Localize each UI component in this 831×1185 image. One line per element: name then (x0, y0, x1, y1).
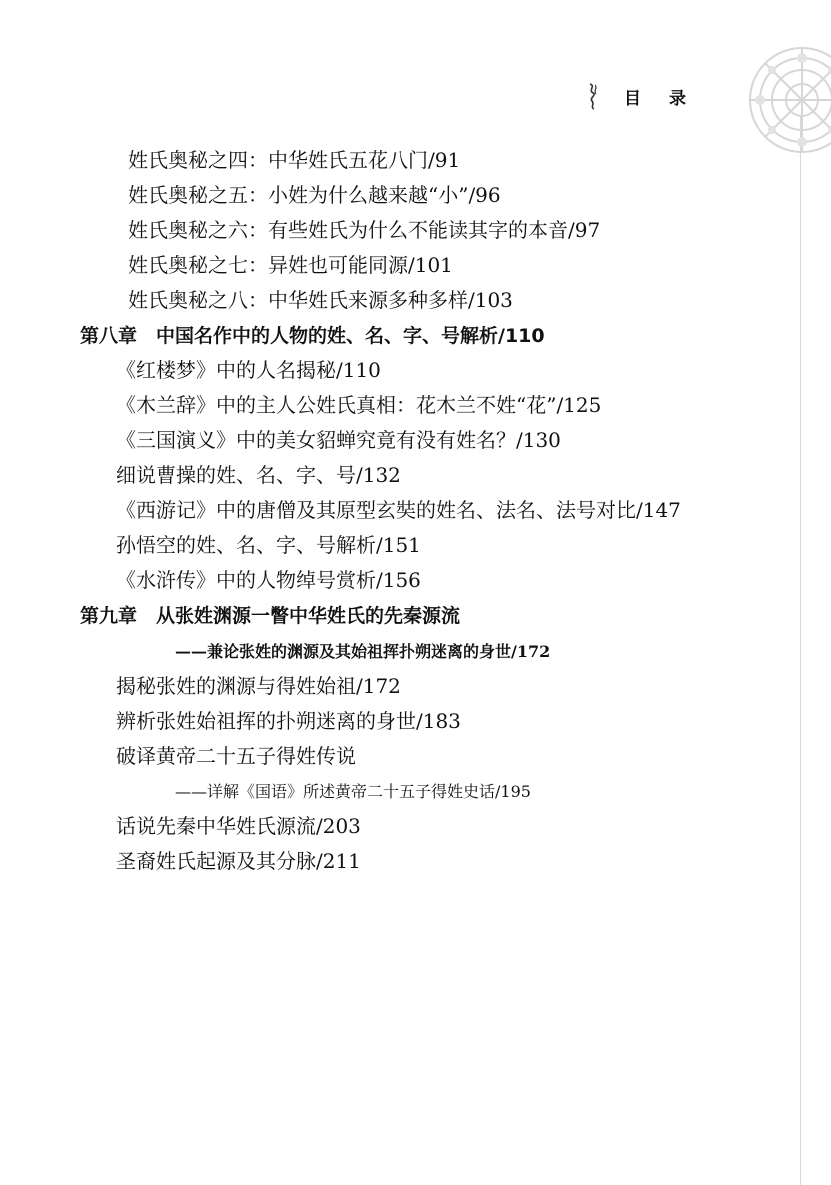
toc-entry: 破译黄帝二十五子得姓传说 (116, 744, 356, 768)
toc-entry: 细说曹操的姓、名、字、号/132 (116, 463, 401, 487)
toc-entry: 孙悟空的姓、名、字、号解析/151 (116, 533, 421, 557)
toc-entry: 姓氏奥秘之四：中华姓氏五花八门/91 (128, 148, 461, 172)
toc-chapter-heading: 第八章 中国名作中的人物的姓、名、字、号解析/110 (80, 325, 545, 347)
toc-entry: 揭秘张姓的渊源与得姓始祖/172 (116, 674, 401, 698)
toc-subtitle: ——详解《国语》所述黄帝二十五子得姓史话/195 (175, 782, 531, 801)
toc-entry: 《红楼梦》中的人名揭秘/110 (116, 358, 381, 382)
toc-subtitle: ——兼论张姓的渊源及其始祖挥扑朔迷离的身世/172 (175, 642, 551, 661)
toc-entry: 姓氏奥秘之五：小姓为什么越来越“小”/96 (128, 183, 501, 207)
header-ornament-icon (586, 82, 600, 110)
toc-entry: 姓氏奥秘之七：异姓也可能同源/101 (128, 253, 453, 277)
toc-entry: 辨析张姓始祖挥的扑朔迷离的身世/183 (116, 709, 461, 733)
toc-entry: 《木兰辞》中的主人公姓氏真相：花木兰不姓“花”/125 (116, 393, 602, 417)
toc-entry: 圣裔姓氏起源及其分脉/211 (116, 849, 361, 873)
toc-entry: 姓氏奥秘之八：中华姓氏来源多种多样/103 (128, 288, 513, 312)
toc-entry: 《西游记》中的唐僧及其原型玄奘的姓名、法名、法号对比/147 (116, 498, 681, 522)
toc-entry: 《水浒传》中的人物绰号赏析/156 (116, 568, 421, 592)
toc-entry: 《三国演义》中的美女貂蝉究竟有没有姓名？/130 (116, 428, 561, 452)
toc-chapter-heading: 第九章 从张姓渊源一瞥中华姓氏的先秦源流 (80, 605, 461, 627)
toc-entry: 姓氏奥秘之六：有些姓氏为什么不能读其字的本音/97 (128, 218, 601, 242)
page-edge-rule (800, 115, 801, 1185)
page-header-title: 目录 (624, 89, 714, 109)
ornament-rosette-icon (742, 40, 831, 160)
toc-entry: 话说先秦中华姓氏源流/203 (116, 814, 361, 838)
